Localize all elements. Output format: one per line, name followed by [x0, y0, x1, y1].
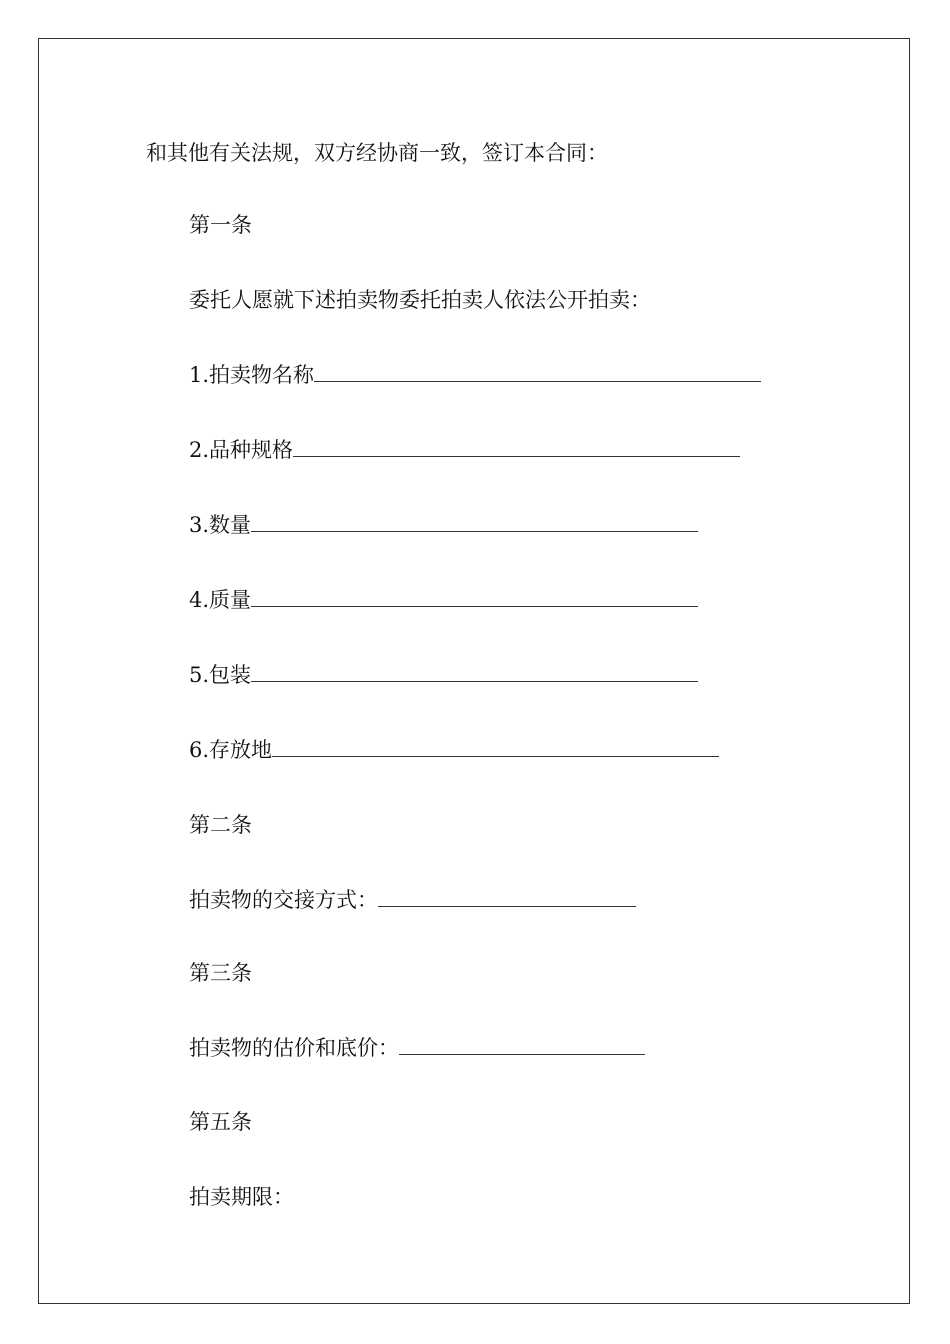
- article-5-body: 拍卖期限：: [189, 1185, 294, 1209]
- article-1-heading-text: 第一条: [189, 213, 252, 237]
- item-label: 4.质量: [189, 588, 252, 612]
- article-1-text: [189, 285, 651, 315]
- fill-in-blank[interactable]: [293, 436, 740, 457]
- fill-in-blank[interactable]: [378, 886, 636, 907]
- article-2-heading: [189, 810, 252, 840]
- article-1-body: 委托人愿就下述拍卖物委托拍卖人依法公开拍卖：: [189, 288, 651, 312]
- intro-text: 和其他有关法规，双方经协商一致，签订本合同：: [146, 141, 608, 165]
- fill-in-blank[interactable]: [251, 661, 698, 682]
- article-5-heading: [189, 1107, 252, 1137]
- article-5-heading-text: 第五条: [189, 1110, 252, 1134]
- fill-in-blank[interactable]: [399, 1034, 645, 1055]
- item-label: 2.品种规格: [189, 438, 294, 462]
- item-label: 6.存放地: [189, 738, 273, 762]
- item-quantity: [189, 510, 698, 540]
- fill-in-blank[interactable]: [272, 736, 719, 757]
- item-auction-name: [189, 360, 761, 390]
- item-label: 5.包装: [189, 663, 252, 687]
- article-3-heading-text: 第三条: [189, 961, 252, 985]
- article-2-heading-text: 第二条: [189, 813, 252, 837]
- article-3-body: 拍卖物的估价和底价：: [189, 1036, 399, 1060]
- fill-in-blank[interactable]: [314, 361, 761, 382]
- fill-in-blank[interactable]: [251, 586, 698, 607]
- item-packaging: [189, 660, 698, 690]
- item-label: 3.数量: [189, 513, 252, 537]
- item-label: 1.拍卖物名称: [189, 363, 315, 387]
- article-2-text: [189, 885, 636, 915]
- item-storage: [189, 735, 719, 765]
- article-3-text: [189, 1033, 645, 1063]
- item-quality: [189, 585, 698, 615]
- article-3-heading: [189, 958, 252, 988]
- article-1-heading: [189, 210, 252, 240]
- article-5-text: [189, 1182, 294, 1212]
- fill-in-blank[interactable]: [251, 511, 698, 532]
- intro-paragraph: [146, 138, 608, 168]
- article-2-body: 拍卖物的交接方式：: [189, 888, 378, 912]
- item-spec: [189, 435, 740, 465]
